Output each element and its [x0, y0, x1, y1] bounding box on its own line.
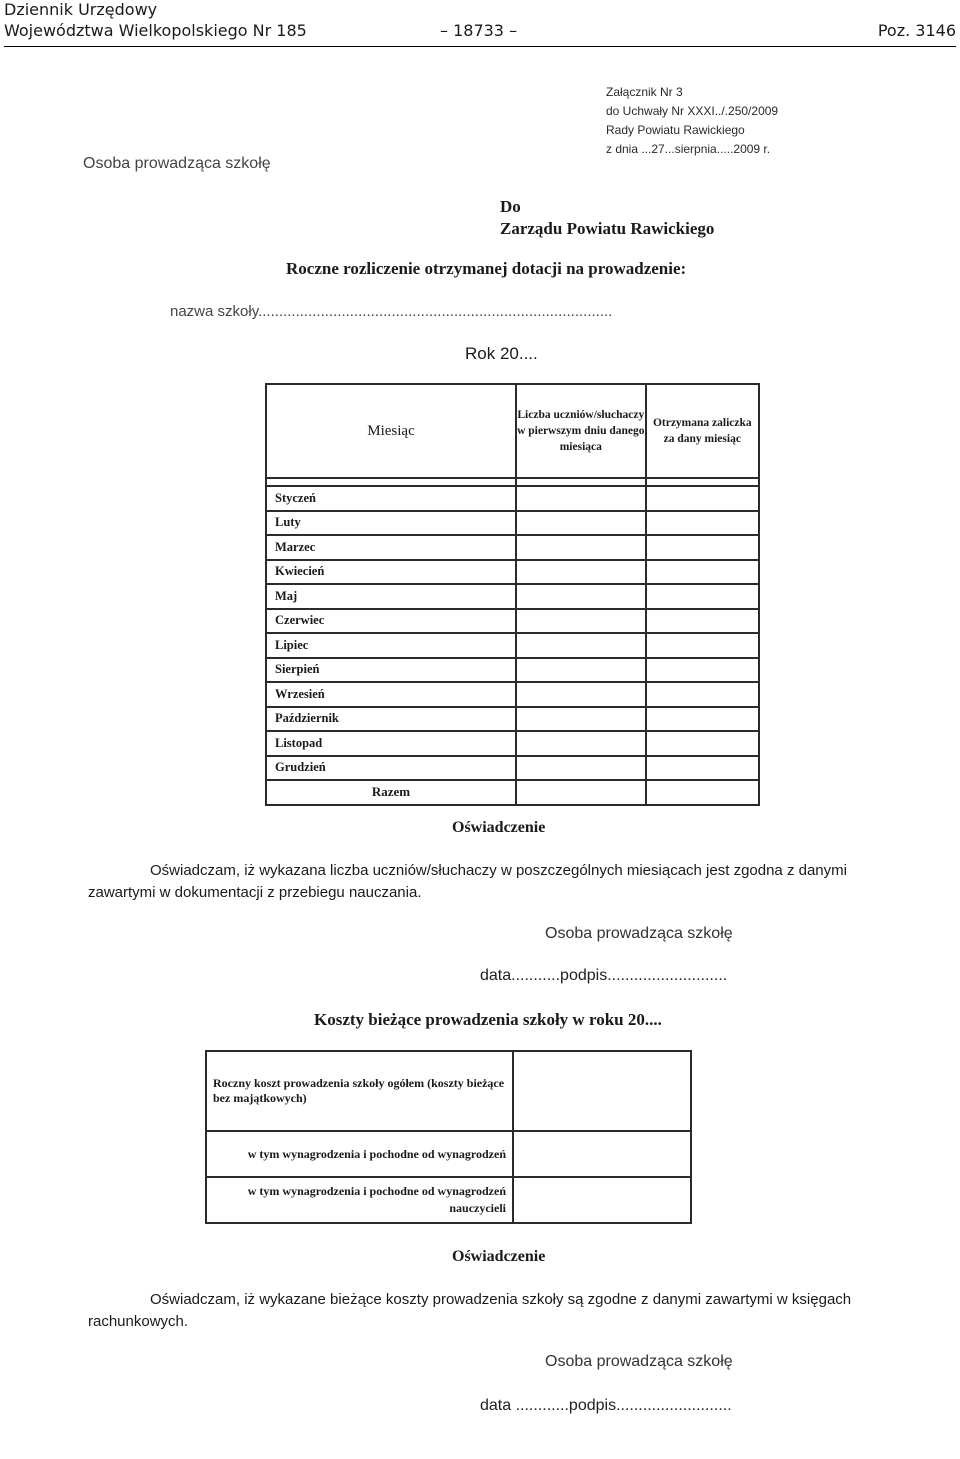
- advance-cell: [646, 633, 759, 658]
- advance-cell: [646, 756, 759, 781]
- costs-table: [205, 1050, 692, 1224]
- month-cell: Październik: [266, 707, 516, 732]
- cost-value-cell: [513, 1051, 691, 1131]
- students-cell: [516, 756, 646, 781]
- signer-label: Osoba prowadząca szkołę: [545, 1353, 733, 1370]
- students-cell: [516, 633, 646, 658]
- month-cell: Styczeń: [266, 486, 516, 511]
- cost-label-teacher-salaries: w tym wynagrodzenia i pochodne od wynagrodzeń nauczycieli: [206, 1177, 513, 1223]
- header-month: Miesiąc: [266, 384, 516, 478]
- advance-cell: [646, 731, 759, 756]
- cost-label-salaries: w tym wynagrodzenia i pochodne od wynagrodzeń: [206, 1131, 513, 1177]
- students-cell: [516, 658, 646, 683]
- month-cell: Kwiecień: [266, 560, 516, 585]
- advance-cell: [646, 535, 759, 560]
- date-signature-line: data ............podpis..........................: [480, 1397, 732, 1414]
- advance-cell: [646, 682, 759, 707]
- header-advance: Otrzymana zaliczka za dany miesiąc: [646, 384, 759, 478]
- addressee: [500, 196, 714, 240]
- journal-header: [4, 0, 956, 47]
- declaration-heading: Oświadczenie: [452, 819, 546, 836]
- year-field: Rok 20....: [465, 344, 538, 363]
- cost-value-cell: [513, 1131, 691, 1177]
- annex-line: do Uchwały Nr XXXI../.250/2009: [606, 104, 779, 118]
- advance-cell: [646, 486, 759, 511]
- students-cell: [516, 535, 646, 560]
- school-operator-label: Osoba prowadząca szkołę: [83, 155, 271, 172]
- month-cell: Sierpień: [266, 658, 516, 683]
- students-cell: [516, 584, 646, 609]
- month-cell: Luty: [266, 511, 516, 536]
- addressee-line: Do: [500, 197, 521, 216]
- costs-title: Koszty bieżące prowadzenia szkoły w roku 20....: [314, 1010, 662, 1029]
- month-cell: Marzec: [266, 535, 516, 560]
- header-students: Liczba uczniów/słuchaczy w pierwszym dniu danego miesiąca: [516, 384, 646, 478]
- students-cell: [516, 609, 646, 634]
- advance-cell: [646, 511, 759, 536]
- advance-cell: [646, 658, 759, 683]
- advance-cell: [646, 707, 759, 732]
- total-label: Razem: [266, 780, 516, 805]
- students-total-cell: [516, 780, 646, 805]
- journal-issue: Województwa Wielkopolskiego Nr 185: [4, 21, 307, 40]
- month-cell: Grudzień: [266, 756, 516, 781]
- addressee-line: Zarządu Powiatu Rawickiego: [500, 219, 715, 238]
- advance-cell: [646, 584, 759, 609]
- students-cell: [516, 486, 646, 511]
- advance-cell: [646, 560, 759, 585]
- page-number: – 18733 –: [440, 21, 518, 40]
- month-cell: Lipiec: [266, 633, 516, 658]
- declaration-text: Oświadczam, iż wykazana liczba uczniów/słuchaczy w poszczególnych miesiącach jest zgodna z danymi zawartymi w dokumentacji z przebiegu nauczania.: [88, 862, 847, 901]
- annex-line: Rady Powiatu Rawickiego: [606, 123, 745, 137]
- month-cell: Czerwiec: [266, 609, 516, 634]
- month-cell: Listopad: [266, 731, 516, 756]
- monthly-settlement-table: [265, 383, 760, 806]
- school-name-field: nazwa szkoły.....................................................................................: [170, 303, 613, 320]
- advance-total-cell: [646, 780, 759, 805]
- students-cell: [516, 682, 646, 707]
- cost-label-total: Roczny koszt prowadzenia szkoły ogółem (koszty bieżące bez majątkowych): [206, 1051, 513, 1131]
- journal-title: Dziennik Urzędowy: [4, 0, 158, 19]
- advance-cell: [646, 609, 759, 634]
- month-cell: Maj: [266, 584, 516, 609]
- date-signature-line: data...........podpis...........................: [480, 967, 728, 984]
- students-cell: [516, 707, 646, 732]
- declaration-heading: Oświadczenie: [452, 1248, 546, 1265]
- annex-line: Załącznik Nr 3: [606, 85, 683, 99]
- cost-value-cell: [513, 1177, 691, 1223]
- students-cell: [516, 731, 646, 756]
- position-number: Poz. 3146: [877, 21, 956, 40]
- annex-note: [606, 83, 778, 159]
- annex-line: z dnia ...27...sierpnia.....2009 r.: [606, 142, 771, 156]
- students-cell: [516, 511, 646, 536]
- declaration-text: Oświadczam, iż wykazane bieżące koszty prowadzenia szkoły są zgodne z danymi zawartymi w księgach rachunkowych.: [88, 1291, 852, 1330]
- month-cell: Wrzesień: [266, 682, 516, 707]
- form-title: Roczne rozliczenie otrzymanej dotacji na prowadzenie:: [286, 259, 687, 278]
- signer-label: Osoba prowadząca szkołę: [545, 925, 733, 942]
- students-cell: [516, 560, 646, 585]
